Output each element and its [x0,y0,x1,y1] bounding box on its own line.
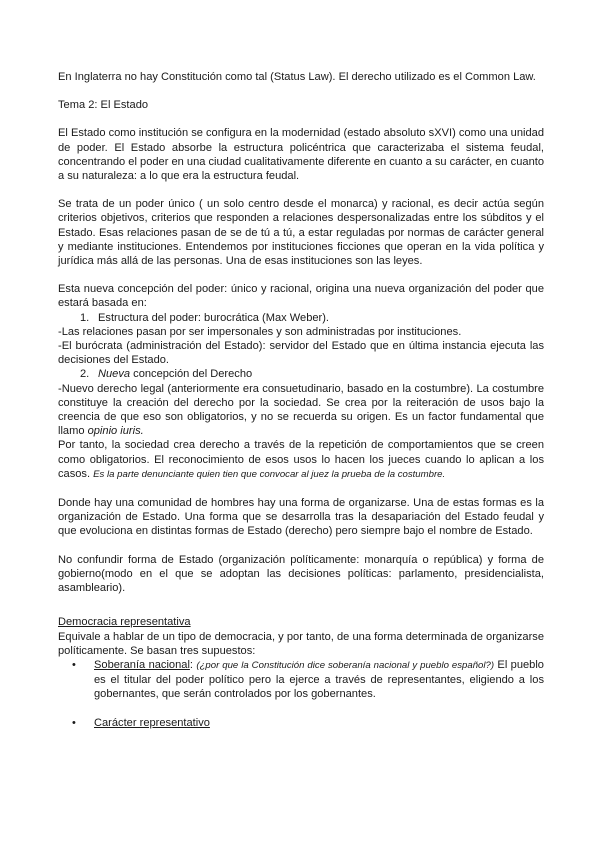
bullet-item-soberania [72,658,544,702]
paragraph-no-confundir: No confundir forma de Estado (organización políticamente: monarquía o república) y forma de gobierno(modo en el que se adoptan las decisiones políticas: parlamento, presidencialista, asambleario). [58,553,544,595]
heading-democracia-representativa: Democracia representativa [58,616,191,629]
text-run: El pueblo es el titular del poder político pero la ejerce a través de representantes, eligiendo a los gobernantes, que serán controlados por los gobernantes. [94,658,544,701]
paragraph-nueva-concepcion: Esta nueva concepción del poder: único y racional, origina una nueva organización del poder que estará basada en: [58,283,544,310]
item-text: Estructura del poder: burocrática (Max Weber). [98,311,330,324]
bullet-item-caracter [72,716,544,730]
item-text [98,367,252,381]
section-title-tema-2: Tema 2: El Estado [58,99,149,112]
paragraph-comunidad: Donde hay una comunidad de hombres hay una forma de organizarse. Una de estas formas es la organización de Estado. Una forma que se desarrolla tras la desapariación del Estado feudal y que evoluciona en distintas formas de Estado (derecho) pero siempre bajo el nombre de Estado. [58,497,544,538]
paragraph-estado-modernidad: El Estado como institución se configura en la modernidad (estado absoluto sXVI) como una unidad de poder. El Estado absorbe la estructura policéntrica que caracterizaba el sistema feudal, concentrando el poder en una ciudad cualitativamente diferente en cuanto a su carácter, en cuanto a su naturaleza: a lo que era la estructura feudal. [58,127,544,183]
bullet-icon: • [72,716,76,729]
italic-note: Es la parte denunciante quien tien que convocar al juez la prueba de la costumbre. [93,468,446,480]
bullet-text [94,716,544,730]
document-page [58,70,544,730]
bullet-title: Carácter representativo [94,716,210,729]
italic-note: (¿por que la Constitución dice soberanía nacional y pueblo español?) [196,659,495,671]
text-run: -Nuevo derecho legal (anteriormente era consuetudinario, basado en la costumbre). La costumbre constituye la creación del derecho por la sociedad. Se crea por la reiteración de usos bajo la creencia de que eso son obligatorios, y no se recuerda su origen. Es un factor fundamental que llamo [58,382,544,438]
text-run: Por tanto, la sociedad crea derecho a través de la repetición de comportamientos que se creen como obligatorios. El reconocimiento de esos usos lo hacen los jueces cuando lo aplican a los casos. [58,439,544,480]
paragraph-relaciones: -Las relaciones pasan por ser impersonales y son administradas por instituciones. [58,325,462,338]
paragraph-equivale: Equivale a hablar de un tipo de democracia, y por tanto, de una forma determinada de organizarse políticamente. Se basan tres supuestos: [58,630,544,657]
item-italic-word: Nueva [98,368,131,381]
item-number: 1. [80,311,90,324]
bullet-text [94,658,544,702]
item-rest: concepción del Derecho [130,368,253,381]
paragraph-inglaterra: En Inglaterra no hay Constitución como tal (Status Law). El derecho utilizado es el Common Law. [58,71,536,83]
bullet-title: Soberanía nacional [94,658,190,671]
bullet-icon: • [72,658,76,671]
paragraph-burocrata: -El burócrata (administración del Estado): servidor del Estado que en última instancia ejecuta las decisiones del Estado. [58,340,544,367]
numbered-item-1 [80,311,544,325]
italic-term: opinio iuris. [87,425,144,438]
text-run: : [189,658,197,671]
item-number: 2. [80,368,90,381]
paragraph-por-tanto [58,438,544,482]
paragraph-poder-unico: Se trata de un poder único ( un solo centro desde el monarca) y racional, es decir actúa según criterios objetivos, criterios que responden a relaciones despersonalizadas entre los súbditos y el Estado. Esas relaciones pasan de se de tú a tú, a estar reguladas por normas de carácter general y mediante instituciones. Entendemos por instituciones ficciones que operan en la vida política y jurídica más allá de las personas. Una de esas instituciones son las leyes. [58,198,544,268]
numbered-item-2 [80,367,544,381]
paragraph-derecho-legal [58,382,544,439]
